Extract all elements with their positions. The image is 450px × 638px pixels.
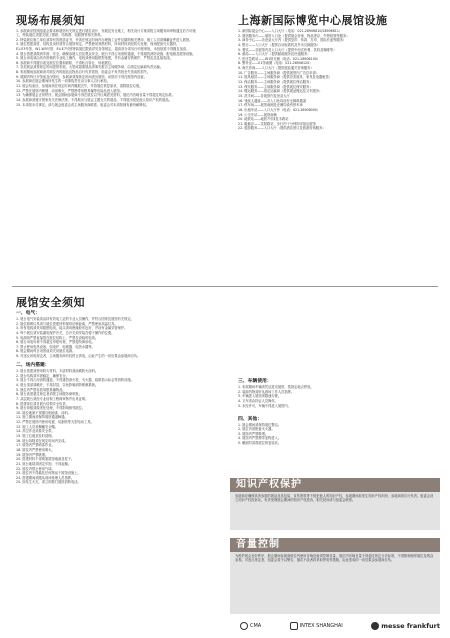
security-right-column: [238, 311, 436, 447]
ip-protection-title: 知识产权保护: [230, 478, 440, 492]
construction-list: [16, 370, 206, 485]
electrical-item: 1. 展台电气安装须由持有效电工证的专业人员操作，并符合国家及展馆有关规定。: [16, 317, 134, 321]
construction-item: 3. 展台不得占用消防通道，不得遮挡消火栓、灭火器、疏散指示标志等消防设施。: [16, 378, 134, 383]
rules-item: 13. 为确保展会正常秩序，展会期间参展商不得在展位以外区域派发资料，展位内音响音量不得超过规定标准。: [16, 93, 175, 98]
rules-item: 4. 展台搭建须做到牢固、安全，确保参展人员及观众安全，展台不得占用消防通道，不得遮挡消防设施、配电箱及展馆设施。: [16, 51, 196, 56]
venue-item: 7. 医疗急救站——W1馆北侧（电话：021-28906100）: [238, 56, 321, 61]
electrical-item: 7. 禁止使用电热设备，如电炉、电暖器、电热水器等。: [16, 344, 95, 349]
venue-item: 3. 商务中心——各登录大厅内（提供复印、传真、打印、国际长途等服务）: [238, 38, 347, 43]
venue-item: 16. 残疾人通道——各入口处均设有无障碍通道: [238, 98, 306, 103]
cma-logo: CMA: [240, 622, 261, 630]
venue-item: 19. 公交车站——展馆南侧: [238, 112, 277, 117]
venue-item: 14. 搬运服务——指定运输商（提供展品搬运及叉车服务）: [238, 89, 323, 94]
vehicle-list: [238, 386, 436, 409]
vehicle-item: 2. 装卸货物须听从现场工作人员指挥。: [238, 389, 295, 394]
vehicle-item: 1. 布展期间车辆须凭证进出展馆，按指定地点停放。: [238, 385, 314, 389]
construction-item: 16. 展台拆除须在规定时间内完成。: [16, 438, 68, 443]
construction-item: 4. 展台顶部须敞开，不得封顶，以免影响消防喷淋系统。: [16, 383, 99, 387]
messe-frankfurt-logo: messe frankfurt: [371, 622, 440, 630]
electrical-heading: 一、电气：: [16, 311, 40, 316]
intex-emblem-icon: [290, 622, 298, 630]
vehicle-item: 5. 未经许可，车辆不得进入展馆内。: [238, 403, 291, 408]
venue-item: 2. 展馆服务台——展馆入口处（提供展会咨询、物品寄存、失物招领等服务）: [238, 33, 350, 38]
rules-item: 8. 布展期间参展商须对展位内的展品及物品自行负责看管，组委会不负责因丢失造成的损失。: [16, 70, 151, 75]
rules-item: 5. 展台用电须由具有资格的专业电工操作，电线须使用阻燃型电缆，并有金属穿管保护，严禁乱拉乱接电线。: [16, 56, 173, 61]
cma-emblem-icon: [240, 622, 248, 630]
venue-item: 21. 磁悬浮——龙阳路站，步行约十分钟即可抵达展馆: [238, 121, 316, 126]
electrical-item: 4. 每个展位须安装漏电保护开关，总开关须安装在便于操作的位置。: [16, 330, 115, 335]
rules-item: 9. 展期内每日开馆前及闭馆后，参展商须按规定时间进出展馆，闭馆后不得在展馆内逗留。: [16, 74, 147, 79]
construction-item: 25. 如发生火灾，请立即拨打展馆消防电话。: [16, 480, 81, 485]
security-title: 展馆安全须知: [16, 296, 85, 309]
volume-control-text: 为维护展会良好秩序，展会期间参展商展位内使用音响设备须控制音量，展位内音响音量不得超过规定分贝标准，不得影响相邻展位及观众参观。对违反规定者，组委会将予以警告，屡次不改者将采取停电等措施，由此造成的一切后果由参展商自负。: [235, 554, 434, 562]
venue-item: 5. 餐饮——各展馆内及入口大厅（提供中西式快餐、饮料及咖啡等）: [238, 47, 337, 52]
security-left-column: [16, 311, 206, 486]
construction-item: 17. 展馆内严禁喷漆作业。: [16, 443, 55, 448]
messe-frankfurt-emblem-icon: [371, 622, 379, 630]
construction-item: 9. 展台背板须做美化处理，不得影响相邻展位。: [16, 406, 86, 411]
vehicle-item: 4. 叉车须由持证人员操作。: [238, 398, 278, 403]
volume-control-box: [230, 538, 440, 614]
vehicle-item: 3. 车辆进入展馆须限速行驶。: [238, 394, 282, 399]
construction-item: 12. 严禁在展馆内使用电锯、切割机等大型电动工具。: [16, 420, 94, 425]
electrical-item: 8. 展会期间每日闭馆前须关闭展位电源。: [16, 349, 76, 354]
other-heading: 四、其他：: [238, 416, 262, 422]
electrical-item: 9. 对违反用电规定者，主场服务商有权停止供电，由此产生的一切后果由参展商自负。: [16, 354, 141, 359]
rules-item: 2. 特装展位施工单位须持有效资质证书，并须在规定时间内办理施工证件及缴纳相关费用，施工人员须佩戴证件进入展馆。: [16, 37, 193, 42]
volume-control-title: 音量控制: [230, 538, 440, 552]
construction-item: 13. 施工人员须佩戴安全帽。: [16, 424, 58, 429]
construction-item: 8. 搭建单位须对展台结构安全负责。: [16, 401, 69, 406]
venue-item: 11. 展具租赁——主场服务商（提供各类展具、家具及电器租赁）: [238, 75, 332, 80]
other-item: 3. 展馆内严禁吸烟。: [238, 431, 269, 436]
rules-item: 12. 严禁在展馆内吸烟、动用明火，严禁携带易燃易爆等危险品进入展馆。: [16, 88, 123, 93]
venue-item: 13. 保安服务——主场服务商（提供展位保安服务）: [238, 84, 313, 89]
construction-item: 22. 展位内禁止使用气球。: [16, 466, 55, 471]
section-divider: [12, 286, 438, 287]
venue-list: [238, 30, 436, 132]
rules-item: 6. 参展商不得擅自改变展位位置和面积，不得私自转让、转租展位。: [16, 60, 115, 65]
construction-item: 2. 展台结构须牢固稳定，确保安全。: [16, 373, 69, 378]
rules-title: 现场布展须知: [16, 14, 85, 27]
other-item: 2. 展位内须配备灭火器。: [238, 427, 275, 432]
vehicle-heading: 三、车辆使用：: [238, 379, 272, 384]
venue-item: 15. 洗手间——各展馆内及登录大厅: [238, 93, 290, 98]
construction-heading: 二、场内搭建：: [16, 363, 50, 369]
electrical-list: [16, 318, 206, 359]
venue-item: 9. 海关咨询——入口大厅（提供展品通关咨询服务）: [238, 66, 314, 71]
organizer-logos: [240, 620, 440, 632]
venue-item: 1. 新国际展会中心——入口大厅（电话：021-28906610/28906611）: [238, 29, 343, 33]
venue-item: 8. 警务室——E1馆南侧（电话：021-28906120）: [238, 61, 313, 66]
intex-logo: INTEX SHANGHAI: [290, 622, 343, 630]
electrical-item: 3. 所有电线须采用阻燃电线，接头须用绝缘胶布包好，并设有金属穿管保护。: [16, 326, 128, 331]
venue-title: 上海新国际博览中心展馆设施: [238, 14, 388, 27]
rules-list: [16, 30, 202, 108]
construction-item: 21. 展台地毯须固定牢固，不得起翘。: [16, 461, 71, 466]
ip-protection-box: [230, 478, 440, 530]
ip-protection-text: 参展商应确保其所参展的展品及其包装、宣传资料等不侵犯他人的知识产权，参展期间如发生知识产权纠纷，参展商须自行负责。组委会设立知识产权投诉站，负责受理展会期间的知识产权投诉，相关投诉请与组委会联系。: [235, 494, 434, 502]
rules-item: 14. 参展商须遵守国家有关法律法规，不得展出与展会主题无关的展品，不得展出侵犯他人知识产权的展品。: [16, 97, 172, 102]
construction-item: 6. 展台高度超过规定者须报主场服务商审批。: [16, 392, 82, 397]
other-item: 5. 撤展时须将展位恢复原状。: [238, 441, 282, 446]
other-list: [238, 424, 436, 447]
venue-item: 4. 银行——入口大厅（提供自动取款机及外币兑换服务）: [238, 42, 321, 47]
construction-item: 15. 施工垃圾须及时清理。: [16, 434, 55, 439]
other-item: 1. 展会期间须保持展位整洁。: [238, 422, 282, 427]
rules-item: 1. 参展商应按照组委会要求和展馆有关规定进行展位设计、布展及安全施工，相关设计方案须报主场服务商审核通过后方可施工，特装展位须提交施工图纸、结构图、电路图等相关资料。: [16, 29, 196, 37]
venue-item: 18. 出租车站——入口大厅外（电话：021-28906000）: [238, 107, 321, 112]
construction-item: 10. 展位地面不得擅自刷油漆、涂料。: [16, 410, 71, 415]
venue-item: 6. 邮局——入口大厅（提供邮政服务及快递服务）: [238, 52, 311, 57]
construction-item: 11. 施工期间须保持展馆通道畅通。: [16, 415, 68, 420]
construction-item: 7. 双层展台须经专业结构工程师审核并出具证明。: [16, 396, 89, 401]
other-item: 4. 展馆内严禁携带宠物进入。: [238, 436, 282, 441]
venue-item: 12. 保洁服务——主场服务商（提供展位保洁服务）: [238, 80, 313, 85]
construction-item: 18. 展位内严禁使用明火。: [16, 447, 55, 452]
construction-item: 5. 展位内严禁存放易燃易爆物品。: [16, 387, 66, 392]
venue-item: 17. 停车场——展馆南侧及北侧均设有停车场: [238, 103, 303, 108]
rules-item: 3. 展位搭建高度、结构及用材须符合展馆规定，严禁使用易燃材料，所用材料须经防火处理，现场配备灭火器材。: [16, 42, 180, 47]
construction-item: 1. 展台搭建须使用防火材料，木质材料须涂刷防火涂料。: [16, 369, 99, 374]
rules-item: E1-E3号馆、W1-W5号馆、E4-E7号馆特装展位限高详见各馆规定，超高部分须另行申报审批，未经批准不得擅自加高。: [16, 46, 190, 51]
venue-item: 20. 地铁站——地铁7号线花木路站: [238, 117, 289, 122]
rules-item: 7. 各类展品须按规定时间进馆布展，大型或超重展品须事先报告主场服务商，由指定运输商负责运输。: [16, 65, 164, 70]
construction-item: 14. 高空作业须系安全带。: [16, 429, 55, 434]
construction-item: 24. 搭建期间须服从现场管理人员指挥。: [16, 475, 75, 480]
venue-item: 10. 广告服务——主场服务商（提供展馆内广告位申请）: [238, 70, 319, 75]
construction-item: 19. 展馆内严禁吸烟。: [16, 452, 49, 457]
construction-item: 23. 展位内不得悬挂任何物品于展馆设施上。: [16, 471, 81, 476]
venue-item: 22. 旅游服务——入口大厅（提供酒店预订及旅游咨询服务）: [238, 126, 326, 131]
electrical-item: 2. 展位照明灯具须与展位搭建材料保持足够距离，严禁使用高温灯具。: [16, 321, 118, 326]
rules-item: 11. 展会结束后，参展商须在规定时间内撤展完毕，并将展位恢复原状，清除展位垃圾。: [16, 84, 143, 88]
electrical-item: 6. 展台用电负荷不得超过申报负荷，严禁超负荷用电。: [16, 340, 95, 345]
electrical-item: 5. 电源线严禁直接搭在展位结构上，严禁拉设临时电线。: [16, 335, 99, 340]
construction-item: 20. 搭建材料不得倚靠展馆墙面及柱子。: [16, 457, 75, 462]
rules-item: 10. 参展商在展会期间所发生的一切事故责任由当事人自行承担。: [16, 79, 110, 84]
rules-item: 15. 本须知未尽事宜，请与展会组委会或主场服务商联系，组委会对本须知拥有最终解释权。: [16, 102, 149, 107]
